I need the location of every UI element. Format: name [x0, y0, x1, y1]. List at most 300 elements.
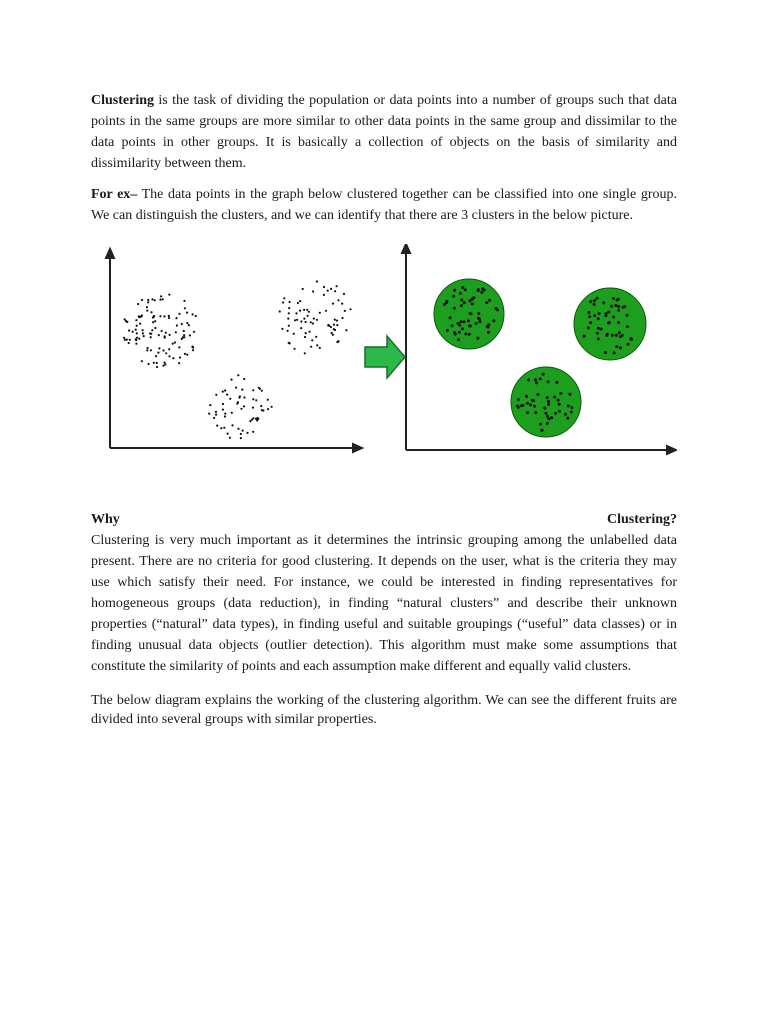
clustering-figure — [91, 244, 677, 476]
data-point — [164, 363, 166, 365]
data-point — [186, 354, 188, 356]
data-point — [336, 324, 338, 326]
clustered-data-point — [597, 337, 600, 340]
data-point — [189, 334, 191, 336]
data-point — [332, 303, 334, 305]
clustered-data-point — [564, 413, 567, 416]
term-clustering: Clustering — [91, 93, 154, 108]
clustered-data-point — [543, 407, 546, 410]
clustered-data-point — [446, 329, 449, 332]
clustered-data-point — [627, 343, 630, 346]
data-point — [333, 324, 335, 326]
clustered-data-point — [453, 307, 456, 310]
clustered-data-point — [460, 299, 463, 302]
clustered-data-point — [468, 324, 471, 327]
data-point — [308, 331, 310, 333]
clustered-data-point — [526, 402, 529, 405]
data-point — [147, 347, 149, 349]
data-point — [261, 390, 263, 392]
data-point — [287, 330, 289, 332]
data-point — [222, 403, 224, 405]
clustered-data-point — [612, 297, 615, 300]
data-point — [316, 280, 318, 282]
data-point — [222, 391, 224, 393]
data-point — [294, 319, 296, 321]
data-point — [299, 310, 301, 312]
clustered-data-point — [622, 306, 625, 309]
clustered-data-point — [468, 299, 471, 302]
data-point — [208, 413, 210, 415]
data-point — [337, 299, 339, 301]
data-point — [159, 299, 161, 301]
data-point — [330, 288, 332, 290]
data-point — [151, 298, 153, 300]
data-point — [287, 318, 289, 320]
data-point — [175, 317, 177, 319]
clustered-data-point — [593, 299, 596, 302]
data-point — [316, 344, 318, 346]
data-point — [252, 389, 254, 391]
data-point — [168, 348, 170, 350]
clustered-data-point — [451, 324, 454, 327]
data-point — [154, 299, 156, 301]
clustered-data-point — [570, 411, 573, 414]
clustered-data-point — [619, 335, 622, 338]
clustered-data-point — [477, 312, 480, 315]
data-point — [163, 361, 165, 363]
data-point — [237, 428, 239, 430]
clustered-data-point — [610, 305, 613, 308]
data-point — [155, 355, 157, 357]
data-point — [124, 339, 126, 341]
data-point — [312, 322, 314, 324]
data-point — [150, 349, 152, 351]
data-point — [183, 300, 185, 302]
clustered-data-point — [617, 321, 620, 324]
clustered-data-point — [598, 312, 601, 315]
data-point — [323, 286, 325, 288]
clustered-data-point — [464, 288, 467, 291]
clustered-data-point — [452, 295, 455, 298]
data-point — [230, 379, 232, 381]
clustered-data-point — [534, 411, 537, 414]
clustered-data-point — [457, 338, 460, 341]
data-point — [224, 415, 226, 417]
data-point — [304, 352, 306, 354]
clustered-data-point — [546, 415, 549, 418]
data-point — [174, 341, 176, 343]
data-point — [306, 309, 308, 311]
data-point — [215, 411, 217, 413]
data-point — [293, 348, 295, 350]
data-point — [124, 318, 126, 320]
clustered-data-point — [521, 404, 524, 407]
clustered-data-point — [488, 299, 491, 302]
clustered-data-point — [467, 319, 470, 322]
data-point — [241, 389, 243, 391]
data-point — [255, 399, 257, 401]
data-point — [313, 318, 315, 320]
clustered-data-point — [460, 304, 463, 307]
data-point — [146, 349, 148, 351]
data-point — [184, 353, 186, 355]
data-point — [215, 414, 217, 416]
clustered-data-point — [602, 301, 605, 304]
data-point — [150, 311, 152, 313]
clustered-data-point — [485, 301, 488, 304]
data-point — [182, 336, 184, 338]
data-point — [282, 301, 284, 303]
data-point — [142, 332, 144, 334]
data-point — [310, 346, 312, 348]
data-point — [186, 322, 188, 324]
data-point — [267, 408, 269, 410]
data-point — [138, 315, 140, 317]
data-point — [226, 394, 228, 396]
data-point — [243, 405, 245, 407]
data-point — [193, 331, 195, 333]
data-point — [308, 311, 310, 313]
clustered-data-point — [587, 326, 590, 329]
data-point — [349, 308, 351, 310]
data-point — [235, 387, 237, 389]
clustered-data-point — [618, 331, 621, 334]
data-point — [240, 437, 242, 439]
clustered-data-point — [550, 416, 553, 419]
data-point — [336, 285, 338, 287]
data-point — [229, 437, 231, 439]
clustered-data-point — [547, 400, 550, 403]
clustered-data-point — [596, 332, 599, 335]
clustered-data-point — [547, 380, 550, 383]
data-point — [183, 334, 185, 336]
clustered-data-point — [597, 327, 600, 330]
clustered-data-point — [529, 403, 532, 406]
data-point — [165, 352, 167, 354]
data-point — [135, 319, 137, 321]
clustered-data-point — [458, 331, 461, 334]
data-point — [172, 343, 174, 345]
data-point — [157, 352, 159, 354]
data-point — [311, 339, 313, 341]
term-for-ex: For ex– — [91, 187, 138, 202]
data-point — [154, 320, 156, 322]
data-point — [169, 334, 171, 336]
data-point — [319, 312, 321, 314]
clustered-data-point — [526, 411, 529, 414]
clustered-data-point — [517, 398, 520, 401]
cluster-circle-3 — [511, 367, 581, 437]
data-point — [327, 290, 329, 292]
data-point — [246, 432, 248, 434]
clustered-data-point — [476, 337, 479, 340]
data-point — [240, 433, 242, 435]
data-point — [132, 331, 134, 333]
data-point — [336, 320, 338, 322]
data-point — [188, 324, 190, 326]
data-point — [161, 330, 163, 332]
data-point — [240, 408, 242, 410]
data-point — [252, 431, 254, 433]
data-point — [165, 332, 167, 334]
data-point — [129, 339, 131, 341]
data-point — [146, 306, 148, 308]
clustered-data-point — [542, 373, 545, 376]
clustered-data-point — [626, 314, 629, 317]
data-point — [154, 327, 156, 329]
clustered-data-point — [496, 308, 499, 311]
data-point — [136, 332, 138, 334]
data-point — [216, 425, 218, 427]
data-point — [192, 349, 194, 351]
data-point — [141, 360, 143, 362]
data-point — [184, 307, 186, 309]
clustered-data-point — [557, 399, 560, 402]
data-point — [135, 343, 137, 345]
clustered-data-point — [566, 417, 569, 420]
clustered-data-point — [477, 288, 480, 291]
clustered-data-point — [612, 316, 615, 319]
clustered-data-point — [553, 396, 556, 399]
data-point — [168, 355, 170, 357]
data-point — [164, 335, 166, 337]
clustered-data-point — [463, 301, 466, 304]
data-point — [163, 349, 165, 351]
clustered-data-point — [471, 302, 474, 305]
data-point — [186, 312, 188, 314]
clustered-data-point — [537, 393, 540, 396]
data-point — [310, 321, 312, 323]
data-point — [316, 319, 318, 321]
clustered-data-point — [588, 315, 591, 318]
data-point — [315, 336, 317, 338]
clustered-data-point — [583, 335, 586, 338]
clustered-data-point — [539, 423, 542, 426]
data-point — [168, 317, 170, 319]
data-point — [142, 329, 144, 331]
clustered-data-point — [534, 378, 537, 381]
document-page — [91, 90, 677, 729]
clustered-data-point — [607, 322, 610, 325]
definition-text: is the task of dividing the population or data points into a number of groups such that data points in the same groups are more similar to other data points in the same group and dissimilar to the data points in other groups. It is basically a collection of objects on the basis of similarity and dissimilarity between them. — [91, 93, 677, 171]
data-point — [337, 341, 339, 343]
clustered-data-point — [471, 298, 474, 301]
data-point — [262, 409, 264, 411]
data-point — [227, 433, 229, 435]
clustered-data-point — [449, 316, 452, 319]
clustered-data-point — [558, 410, 561, 413]
clustered-data-point — [587, 311, 590, 314]
data-point — [224, 413, 226, 415]
data-point — [123, 337, 125, 339]
data-point — [192, 346, 194, 348]
data-point — [163, 315, 165, 317]
clustered-data-point — [589, 300, 592, 303]
data-point — [304, 336, 306, 338]
data-point — [231, 424, 233, 426]
clustered-data-point — [492, 319, 495, 322]
data-point — [295, 312, 297, 314]
clustered-data-point — [597, 317, 600, 320]
data-point — [176, 324, 178, 326]
paragraph-diagram-intro: The below diagram explains the working of the clustering algorithm. We can see the different fruits are divided into several groups with similar properties. — [91, 693, 677, 727]
data-point — [136, 325, 138, 327]
clustered-data-point — [459, 320, 462, 323]
data-point — [183, 330, 185, 332]
clustered-data-point — [593, 303, 596, 306]
clustered-data-point — [555, 381, 558, 384]
data-point — [231, 412, 233, 414]
data-point — [141, 315, 143, 317]
data-point — [178, 313, 180, 315]
data-point — [139, 323, 141, 325]
clustered-data-point — [607, 311, 610, 314]
data-point — [288, 325, 290, 327]
data-point — [297, 302, 299, 304]
data-point — [151, 329, 153, 331]
clustered-data-point — [516, 405, 519, 408]
clustered-data-point — [480, 291, 483, 294]
data-point — [303, 309, 305, 311]
data-point — [307, 315, 309, 317]
data-point — [242, 430, 244, 432]
clustered-data-point — [616, 299, 619, 302]
data-point — [243, 378, 245, 380]
data-point — [168, 315, 170, 317]
clustered-data-point — [458, 324, 461, 327]
data-point — [223, 427, 225, 429]
data-point — [156, 362, 158, 364]
data-point — [135, 329, 137, 331]
clustered-data-point — [570, 406, 573, 409]
clustered-data-point — [545, 412, 548, 415]
data-point — [147, 299, 149, 301]
data-point — [303, 318, 305, 320]
data-point — [146, 310, 148, 312]
data-point — [344, 310, 346, 312]
clustered-data-point — [527, 379, 530, 382]
data-point — [296, 319, 298, 321]
data-point — [229, 398, 231, 400]
data-point — [213, 417, 215, 419]
data-point — [156, 366, 158, 368]
clustered-data-point — [613, 351, 616, 354]
clustered-data-point — [445, 301, 448, 304]
clustered-data-point — [619, 346, 622, 349]
clustered-data-point — [533, 405, 536, 408]
data-point — [138, 338, 140, 340]
clustered-data-point — [630, 338, 633, 341]
data-point — [299, 300, 301, 302]
clustered-data-point — [600, 328, 603, 331]
clustered-data-point — [547, 403, 550, 406]
data-point — [237, 374, 239, 376]
clustered-data-point — [459, 292, 462, 295]
clustered-data-point — [483, 289, 486, 292]
data-point — [215, 394, 217, 396]
data-point — [323, 294, 325, 296]
heading-why: Why — [91, 512, 120, 527]
data-point — [128, 329, 130, 331]
data-point — [143, 335, 145, 337]
data-point — [209, 404, 211, 406]
data-point — [150, 336, 152, 338]
clustered-data-point — [461, 286, 464, 289]
data-point — [153, 362, 155, 364]
clustered-data-point — [611, 334, 614, 337]
data-point — [137, 303, 139, 305]
clustered-data-point — [468, 333, 471, 336]
data-point — [239, 395, 241, 397]
data-point — [152, 321, 154, 323]
clustered-data-point — [559, 392, 562, 395]
data-point — [148, 363, 150, 365]
clustering-illustration — [91, 244, 677, 476]
heading-clustering: Clustering? — [607, 512, 677, 527]
data-point — [179, 356, 181, 358]
clustered-data-point — [589, 321, 592, 324]
paragraph-why-clustering: Clustering is very much important as it determines the intrinsic grouping among the unlabelled data present. There are no criteria for good clustering. It depends on the user, what is the criteria they may use which satisfy their need. For instance, we could be interested in finding representatives for homogeneous groups (data reduction), in finding “natural clusters” and describe their unknown properties (“natural” data types), in finding useful and suitable groupings (“useful” data classes) or in finding unusual data objects (outlier detection). This algorithm must make some assumptions that constitute the similarity of points and each assumption make different and equally valid clusters. — [91, 533, 677, 674]
data-point — [345, 329, 347, 331]
clustered-data-point — [558, 403, 561, 406]
data-point — [252, 398, 254, 400]
clustered-data-point — [604, 351, 607, 354]
clustered-data-point — [487, 331, 490, 334]
data-point — [128, 342, 130, 344]
clustered-data-point — [477, 317, 480, 320]
data-point — [178, 362, 180, 364]
clustered-data-point — [593, 314, 596, 317]
data-point — [168, 294, 170, 296]
clustered-data-point — [475, 322, 478, 325]
clustered-data-point — [453, 331, 456, 334]
data-point — [220, 427, 222, 429]
clustered-data-point — [547, 417, 550, 420]
data-point — [257, 418, 259, 420]
data-point — [126, 339, 128, 341]
data-point — [260, 405, 262, 407]
clustered-data-point — [617, 309, 620, 312]
clustered-data-point — [617, 305, 620, 308]
data-point — [178, 346, 180, 348]
data-point — [281, 328, 283, 330]
data-point — [328, 324, 330, 326]
clustered-data-point — [539, 377, 542, 380]
clustered-data-point — [605, 312, 608, 315]
data-point — [159, 315, 161, 317]
left-axes — [106, 249, 362, 452]
data-point — [271, 406, 273, 408]
data-point — [319, 347, 321, 349]
data-point — [252, 407, 254, 409]
data-point — [325, 310, 327, 312]
paragraph-example — [91, 184, 677, 226]
data-point — [341, 317, 343, 319]
cluster-circle-2 — [574, 288, 646, 360]
data-point — [300, 327, 302, 329]
clustered-data-point — [615, 345, 618, 348]
data-point — [195, 315, 197, 317]
data-point — [181, 323, 183, 325]
clustered-data-point — [487, 326, 490, 329]
data-point — [288, 312, 290, 314]
clustered-data-point — [535, 381, 538, 384]
data-point — [162, 298, 164, 300]
data-point — [141, 299, 143, 301]
data-point — [243, 396, 245, 398]
clustered-data-point — [614, 304, 617, 307]
clustered-data-point — [479, 320, 482, 323]
